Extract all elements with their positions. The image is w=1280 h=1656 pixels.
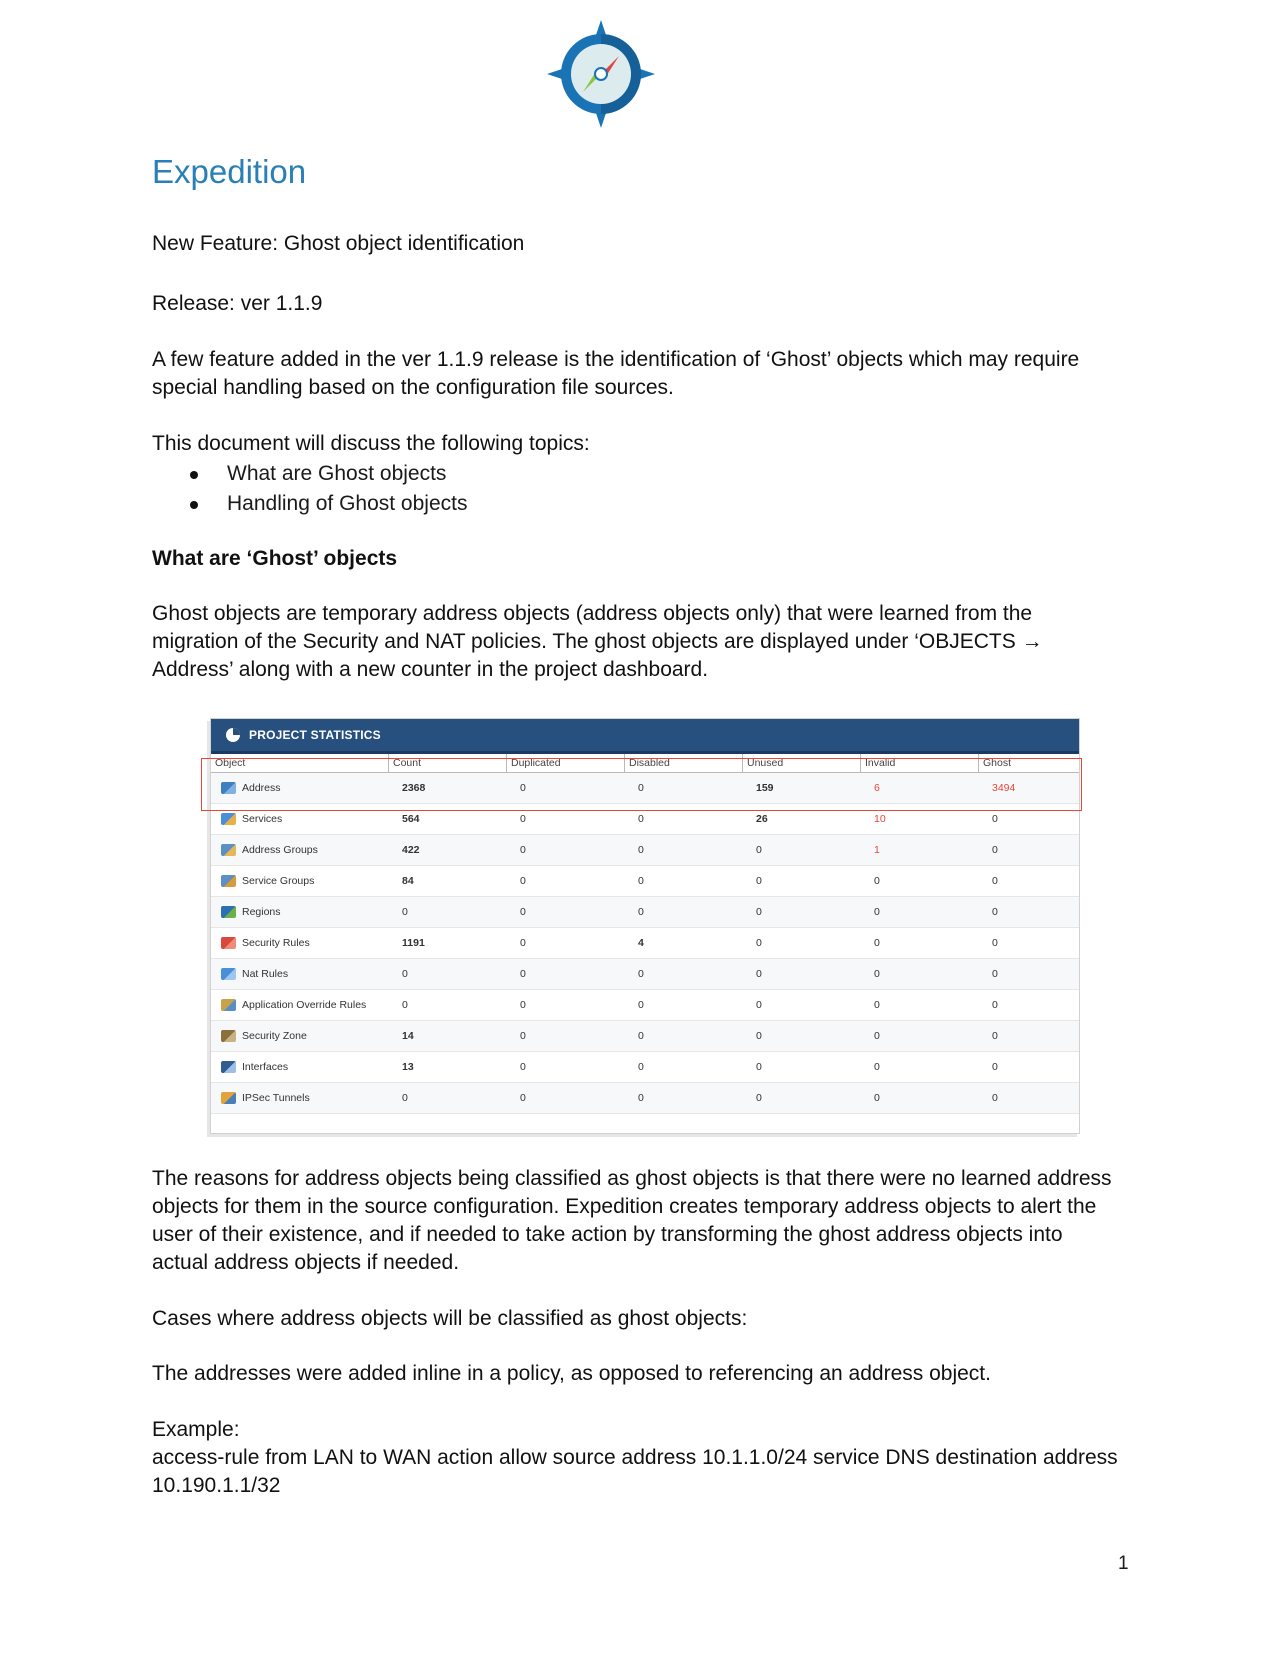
- object-name: Services: [242, 813, 283, 825]
- object-name: Interfaces: [242, 1061, 289, 1073]
- duplicated-cell: 0: [520, 813, 526, 825]
- count-cell: 1191: [402, 937, 425, 949]
- disabled-cell: 0: [638, 875, 644, 887]
- disabled-cell: 0: [638, 968, 644, 980]
- disabled-cell: 0: [638, 813, 644, 825]
- address-row-highlight: [201, 758, 1082, 811]
- ghost-cell: 0: [992, 1092, 998, 1104]
- pie-chart-icon: [225, 727, 241, 743]
- object-name-cell: [211, 999, 388, 1011]
- count-cell: 0: [402, 1092, 408, 1104]
- security-rules-icon: [221, 937, 236, 949]
- duplicated-cell: 0: [520, 875, 526, 887]
- inline-line: The addresses were added inline in a policy, as opposed to referencing an address object.: [152, 1362, 991, 1385]
- invalid-cell: 1: [874, 844, 880, 856]
- topic-list: [152, 459, 467, 519]
- table-row: [211, 1083, 1079, 1114]
- object-name-cell: [211, 1061, 388, 1073]
- column-header: Count: [388, 754, 506, 772]
- count-cell: 564: [402, 813, 420, 825]
- column-header: Object: [215, 757, 246, 769]
- unused-cell: 0: [756, 999, 762, 1011]
- object-name-cell: [211, 1030, 388, 1042]
- duplicated-cell: 0: [520, 1092, 526, 1104]
- invalid-cell: 0: [874, 1030, 880, 1042]
- duplicated-cell: 0: [520, 782, 526, 794]
- disabled-cell: 0: [638, 906, 644, 918]
- object-name-cell: [211, 937, 388, 949]
- unused-cell: 0: [756, 1092, 762, 1104]
- duplicated-cell: 0: [520, 1030, 526, 1042]
- ghost-cell: 0: [992, 999, 998, 1011]
- unused-cell: 0: [756, 844, 762, 856]
- count-cell: 14: [402, 1030, 414, 1042]
- column-header: Disabled: [624, 754, 742, 772]
- count-cell: 0: [402, 906, 408, 918]
- object-name: Nat Rules: [242, 968, 289, 980]
- unused-cell: 159: [756, 782, 774, 794]
- table-row: [211, 866, 1079, 897]
- ghost-cell: 0: [992, 937, 998, 949]
- app-override-icon: [221, 999, 236, 1011]
- count-cell: 422: [402, 844, 420, 856]
- ghost-cell: 0: [992, 906, 998, 918]
- count-cell: 84: [402, 875, 414, 887]
- object-name: Service Groups: [242, 875, 315, 887]
- interfaces-icon: [221, 1061, 236, 1073]
- invalid-cell: 6: [874, 782, 880, 794]
- ghost-cell: 3494: [992, 782, 1016, 794]
- unused-cell: 0: [756, 875, 762, 887]
- intro-paragraph: A few feature added in the ver 1.1.9 release is the identification of ‘Ghost’ objects which may require special handling based on the configuration file sources.: [152, 348, 1080, 399]
- ghost-description: Ghost objects are temporary address objects (address objects only) that were learned from the migration of the Security and NAT policies. The ghost objects are displayed under ‘OBJECTS → Address’ along with a new counter in the project dashboard.: [152, 602, 1043, 681]
- table-row: [211, 959, 1079, 990]
- unused-cell: 26: [756, 813, 768, 825]
- ghost-cell: 0: [992, 844, 998, 856]
- invalid-cell: 0: [874, 968, 880, 980]
- invalid-cell: 0: [874, 906, 880, 918]
- ghost-cell: 0: [992, 875, 998, 887]
- table-row: [211, 835, 1079, 866]
- unused-cell: 0: [756, 937, 762, 949]
- services-icon: [221, 813, 236, 825]
- duplicated-cell: 0: [520, 999, 526, 1011]
- count-cell: 2368: [402, 782, 426, 794]
- unused-cell: 0: [756, 968, 762, 980]
- feature-line: New Feature: Ghost object identification: [152, 232, 525, 255]
- disabled-cell: 0: [638, 782, 644, 794]
- service-groups-icon: [221, 875, 236, 887]
- count-cell: 0: [402, 999, 408, 1011]
- panel-header: [211, 719, 1079, 754]
- object-name-cell: [211, 813, 388, 825]
- ghost-cell: 0: [992, 968, 998, 980]
- release-line: Release: ver 1.1.9: [152, 292, 323, 315]
- duplicated-cell: 0: [520, 906, 526, 918]
- security-zone-icon: [221, 1030, 236, 1042]
- list-item: Handling of Ghost objects: [152, 489, 467, 519]
- invalid-cell: 0: [874, 1092, 880, 1104]
- invalid-cell: 0: [874, 875, 880, 887]
- invalid-cell: 0: [874, 1061, 880, 1073]
- duplicated-cell: 0: [520, 968, 526, 980]
- invalid-cell: 0: [874, 937, 880, 949]
- invalid-cell: 0: [874, 999, 880, 1011]
- duplicated-cell: 0: [520, 937, 526, 949]
- unused-cell: 0: [756, 906, 762, 918]
- table-row: [211, 928, 1079, 959]
- disabled-cell: 0: [638, 999, 644, 1011]
- section-heading: What are ‘Ghost’ objects: [152, 547, 398, 570]
- duplicated-cell: 0: [520, 844, 526, 856]
- column-header: Duplicated: [506, 754, 624, 772]
- ghost-cell: 0: [992, 1061, 998, 1073]
- compass-logo-icon: [545, 18, 657, 130]
- ghost-cell: 0: [992, 1030, 998, 1042]
- object-name-cell: [211, 968, 388, 980]
- table-body: [211, 773, 1079, 1114]
- nat-rules-icon: [221, 968, 236, 980]
- column-header: Ghost: [978, 754, 1079, 772]
- example-text: access-rule from LAN to WAN action allow source address 10.1.1.0/24 service DNS destination address 10.190.1.1/32: [152, 1446, 1118, 1497]
- topics-lead: This document will discuss the following topics:: [152, 432, 590, 455]
- cases-line: Cases where address objects will be classified as ghost objects:: [152, 1307, 748, 1330]
- reasons-paragraph: The reasons for address objects being classified as ghost objects is that there were no learned address objects for them in the source configuration. Expedition creates temporary address objects to alert the user of their existence, and if needed to take action by transforming the ghost address objects into actual address objects if needed.: [152, 1167, 1112, 1274]
- object-name: Application Override Rules: [242, 999, 367, 1011]
- object-name: Security Zone: [242, 1030, 307, 1042]
- object-name-cell: [211, 1092, 388, 1104]
- panel-title: PROJECT STATISTICS: [249, 728, 381, 742]
- object-name: Regions: [242, 906, 281, 918]
- object-name-cell: [211, 844, 388, 856]
- object-name-cell: [211, 906, 388, 918]
- object-name: IPSec Tunnels: [242, 1092, 310, 1104]
- disabled-cell: 0: [638, 844, 644, 856]
- duplicated-cell: 0: [520, 1061, 526, 1073]
- count-cell: 13: [402, 1061, 414, 1073]
- object-name: Address Groups: [242, 844, 318, 856]
- address-groups-icon: [221, 844, 236, 856]
- disabled-cell: 4: [638, 937, 644, 949]
- unused-cell: 0: [756, 1030, 762, 1042]
- ghost-cell: 0: [992, 813, 998, 825]
- unused-cell: 0: [756, 1061, 762, 1073]
- page-number: 1: [1118, 1553, 1129, 1574]
- bullet-icon: [190, 501, 198, 509]
- disabled-cell: 0: [638, 1030, 644, 1042]
- count-cell: 0: [402, 968, 408, 980]
- example-label: Example:: [152, 1418, 240, 1441]
- bullet-icon: [190, 471, 198, 479]
- table-row: [211, 990, 1079, 1021]
- object-name-cell: [211, 875, 388, 887]
- table-row: [211, 1052, 1079, 1083]
- regions-icon: [221, 906, 236, 918]
- column-header: Invalid: [860, 754, 978, 772]
- ipsec-tunnels-icon: [221, 1092, 236, 1104]
- object-name: Security Rules: [242, 937, 310, 949]
- disabled-cell: 0: [638, 1092, 644, 1104]
- object-name: Address: [242, 782, 281, 794]
- table-row: [211, 897, 1079, 928]
- disabled-cell: 0: [638, 1061, 644, 1073]
- list-item: What are Ghost objects: [152, 459, 467, 489]
- column-header: Unused: [742, 754, 860, 772]
- document-title: Expedition: [152, 153, 307, 190]
- table-row: [211, 1021, 1079, 1052]
- invalid-cell: 10: [874, 813, 886, 825]
